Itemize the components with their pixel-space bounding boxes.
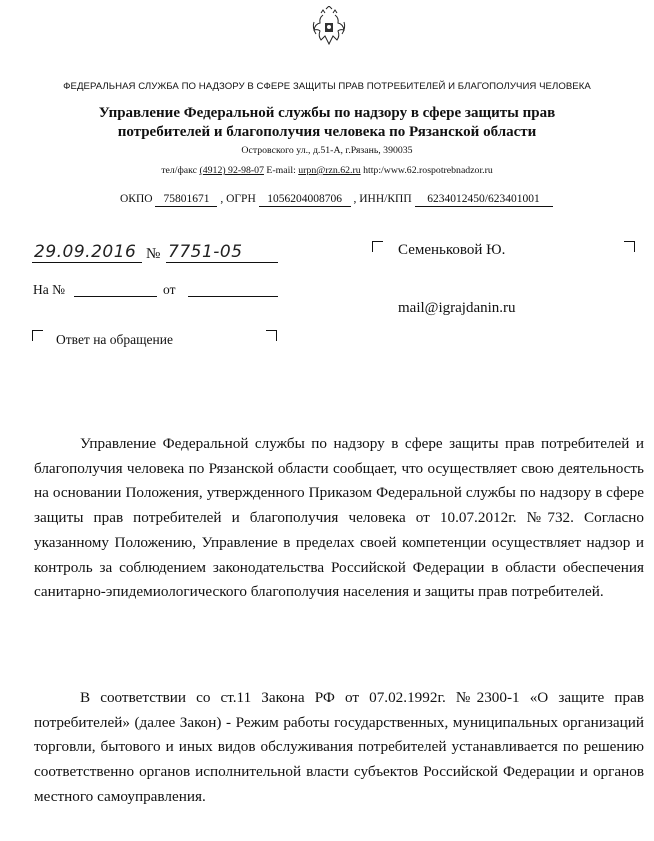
okpo-value: 75801671 bbox=[155, 193, 217, 207]
number-label: № bbox=[146, 246, 161, 262]
phone-number: (4912) 92-98-07 bbox=[199, 165, 264, 176]
ogrn-label: , ОГРН bbox=[220, 193, 256, 205]
letter-date: 29.09.2016 bbox=[34, 242, 137, 262]
okpo-label: ОКПО bbox=[120, 193, 153, 205]
email-label: E-mail: bbox=[266, 165, 296, 176]
website-link[interactable]: http:/www.62.rospotrebnadzor.ru bbox=[363, 165, 493, 176]
email-link[interactable]: urpn@rzn.62.ru bbox=[298, 165, 361, 176]
registry-codes bbox=[120, 193, 553, 207]
address: Островского ул., д.51-А, г.Рязань, 390035 bbox=[241, 145, 413, 156]
subject-corner-left bbox=[32, 330, 43, 341]
subject-corner-right bbox=[266, 330, 277, 341]
subject-line: Ответ на обращение bbox=[56, 332, 173, 347]
reference-label: На № bbox=[33, 282, 65, 297]
body-paragraph-2: В соответствии со ст.11 Закона РФ от 07.02.1992г. №2300-1 «О защите прав потребителей» (далее Закон) - Режим работы государственных, муниципальных организаций торговли, бытового и иных видов обслуживания потребителей устанавливается по решению соответственно органов исполнительной власти субъектов Российской Федерации и органов местного самоуправления. bbox=[34, 689, 644, 805]
recipient-email: mail@igrajdanin.ru bbox=[398, 300, 516, 316]
recipient-corner-left bbox=[372, 241, 383, 252]
agency-name: ФЕДЕРАЛЬНАЯ СЛУЖБА ПО НАДЗОРУ В СФЕРЕ ЗАЩИТЫ ПРАВ ПОТРЕБИТЕЛЕЙ И БЛАГОПОЛУЧИЯ ЧЕЛОВЕКА bbox=[63, 81, 591, 92]
russian-coat-of-arms-icon bbox=[311, 6, 347, 46]
body-paragraph-1: Управление Федеральной службы по надзору в сфере защиты прав потребителей и благополучия человека по Рязанской области сообщает, что осуществляет свою деятельность на основании Положения, утвержденного Приказом Федеральной службы по надзору в сфере защиты прав потребителей и благополучия человека от 10.07.2012г. №732. Согласно указанному Положению, Управление в пределах своей компетенции осуществляет надзор и контроль за соблюдением законодательства Российской Федерации в области обеспечения санитарно-эпидемиологического благополучия населения и защиты прав потребителей. bbox=[34, 435, 644, 601]
recipient-corner-right bbox=[624, 241, 635, 252]
department-title-line1: Управление Федеральной службы по надзору в сфере защиты прав bbox=[98, 105, 556, 121]
from-label: от bbox=[163, 282, 176, 297]
letter-number: 7751-05 bbox=[168, 242, 243, 262]
department-title-line2: потребителей и благополучия человека по Рязанской области bbox=[117, 124, 537, 140]
recipient-name: Семеньковой Ю. bbox=[398, 242, 506, 258]
contacts-line bbox=[0, 165, 654, 176]
phone-label: тел/факс bbox=[161, 165, 198, 176]
inn-label: , ИНН/КПП bbox=[353, 193, 412, 205]
inn-kpp-value: 6234012450/623401001 bbox=[415, 193, 553, 207]
ogrn-value: 1056204008706 bbox=[259, 193, 351, 207]
